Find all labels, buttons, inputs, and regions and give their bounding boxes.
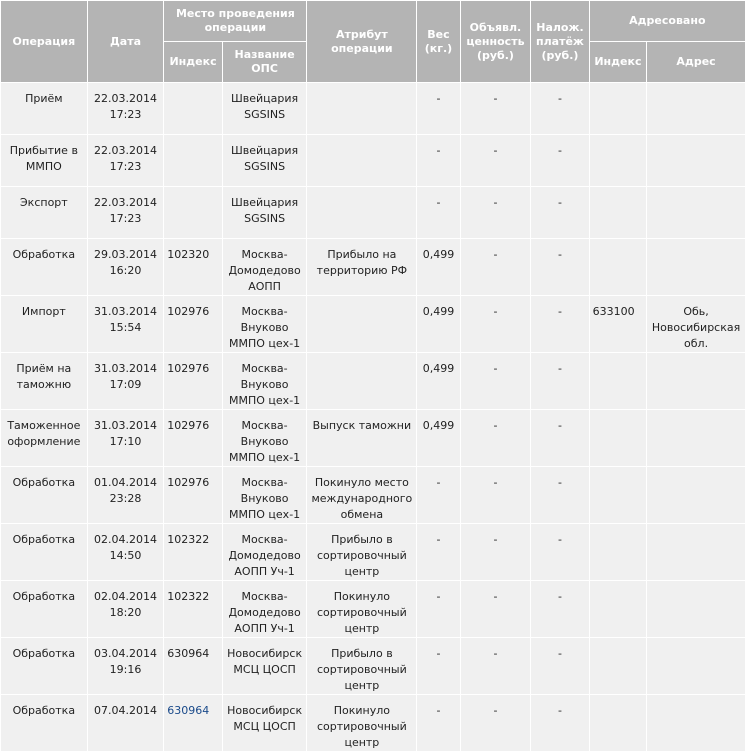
cell-place-index	[164, 83, 221, 134]
cell-addr-address	[647, 239, 745, 295]
cell-addr-address	[647, 524, 745, 580]
cell-place-name: Швейцария SGSINS	[223, 135, 307, 186]
header-addr-address: Адрес	[647, 42, 745, 82]
header-declared-value: Объявл. ценность (руб.)	[461, 1, 531, 82]
cell-addr-index	[590, 467, 646, 523]
cell-addr-address	[647, 638, 745, 694]
cell-cod: -	[531, 638, 588, 694]
cell-attribute	[307, 353, 416, 409]
header-place: Место проведения операции	[164, 1, 306, 41]
cell-date: 31.03.2014 15:54	[88, 296, 164, 352]
cell-cod: -	[531, 135, 588, 186]
cell-addr-address	[647, 353, 745, 409]
cell-attribute: Прибыло в сортировочный центр	[307, 638, 416, 694]
header-date: Дата	[88, 1, 164, 82]
cell-declared-value: -	[461, 187, 531, 238]
cell-date: 31.03.2014 17:09	[88, 353, 164, 409]
cell-operation: Обработка	[1, 467, 87, 523]
cell-place-index: 102976	[164, 353, 221, 409]
cell-weight: -	[417, 524, 459, 580]
cell-weight: -	[417, 467, 459, 523]
table-row	[1, 695, 745, 751]
cell-weight: -	[417, 187, 459, 238]
cell-attribute: Покинуло сортировочный центр	[307, 581, 416, 637]
cell-place-index: 102976	[164, 410, 221, 466]
cell-declared-value: -	[461, 581, 531, 637]
cell-addr-address	[647, 581, 745, 637]
cell-addr-index	[590, 135, 646, 186]
cell-declared-value: -	[461, 296, 531, 352]
cell-place-name: Новосибирск МСЦ ЦОСП	[223, 695, 307, 751]
cell-weight: 0,499	[417, 296, 459, 352]
cell-addr-address	[647, 695, 745, 751]
cell-operation: Обработка	[1, 581, 87, 637]
cell-addr-index	[590, 353, 646, 409]
cell-attribute: Прибыло на территорию РФ	[307, 239, 416, 295]
table-row	[1, 467, 745, 523]
header-place-index: Индекс	[164, 42, 221, 82]
table-row	[1, 581, 745, 637]
cell-place-name: Новосибирск МСЦ ЦОСП	[223, 638, 307, 694]
table-row	[1, 638, 745, 694]
cell-declared-value: -	[461, 695, 531, 751]
cell-addr-address: Обь, Новосибирская обл.	[647, 296, 745, 352]
header-addressed: Адресовано	[590, 1, 745, 41]
cell-weight: -	[417, 638, 459, 694]
cell-declared-value: -	[461, 410, 531, 466]
cell-operation: Обработка	[1, 638, 87, 694]
cell-weight: 0,499	[417, 239, 459, 295]
cell-attribute: Выпуск таможни	[307, 410, 416, 466]
cell-addr-address	[647, 83, 745, 134]
cell-weight: 0,499	[417, 353, 459, 409]
cell-attribute: Покинуло сортировочный центр	[307, 695, 416, 751]
tracking-rows	[1, 83, 745, 751]
cell-date: 22.03.2014 17:23	[88, 135, 164, 186]
cell-place-index: 102322	[164, 524, 221, 580]
cell-place-name: Швейцария SGSINS	[223, 187, 307, 238]
cell-declared-value: -	[461, 353, 531, 409]
cell-place-index: 102320	[164, 239, 221, 295]
cell-weight: -	[417, 581, 459, 637]
cell-declared-value: -	[461, 135, 531, 186]
cell-date: 31.03.2014 17:10	[88, 410, 164, 466]
table-row	[1, 239, 745, 295]
cell-addr-index	[590, 187, 646, 238]
cell-place-index	[164, 135, 221, 186]
cell-cod: -	[531, 581, 588, 637]
cell-place-index	[164, 187, 221, 238]
cell-addr-address	[647, 410, 745, 466]
cell-declared-value: -	[461, 239, 531, 295]
cell-addr-index	[590, 83, 646, 134]
cell-addr-address	[647, 187, 745, 238]
cell-cod: -	[531, 239, 588, 295]
table-row	[1, 83, 745, 134]
cell-operation: Экспорт	[1, 187, 87, 238]
cell-place-index	[164, 695, 221, 751]
cell-operation: Приём	[1, 83, 87, 134]
cell-operation: Импорт	[1, 296, 87, 352]
cell-date: 07.04.2014	[88, 695, 164, 751]
cell-addr-index	[590, 239, 646, 295]
header-operation: Операция	[1, 1, 87, 82]
cell-operation: Прибытие в ММПО	[1, 135, 87, 186]
header-place-name: Название ОПС	[223, 42, 307, 82]
cell-date: 22.03.2014 17:23	[88, 187, 164, 238]
header-cod: Налож. платёж (руб.)	[531, 1, 588, 82]
cell-operation: Обработка	[1, 239, 87, 295]
cell-attribute	[307, 135, 416, 186]
table-row	[1, 353, 745, 409]
cell-cod: -	[531, 187, 588, 238]
cell-declared-value: -	[461, 638, 531, 694]
cell-date: 03.04.2014 19:16	[88, 638, 164, 694]
header-attribute: Атрибут операции	[307, 1, 416, 82]
cell-operation: Обработка	[1, 695, 87, 751]
cell-addr-index	[590, 410, 646, 466]
cell-cod: -	[531, 353, 588, 409]
cell-place-name: Москва-Внуково ММПО цех-1	[223, 296, 307, 352]
cell-place-index: 102976	[164, 296, 221, 352]
table-row	[1, 187, 745, 238]
cell-declared-value: -	[461, 467, 531, 523]
cell-attribute	[307, 83, 416, 134]
index-link[interactable]: 630964	[167, 704, 210, 717]
cell-date: 22.03.2014 17:23	[88, 83, 164, 134]
cell-place-index: 102322	[164, 581, 221, 637]
cell-date: 29.03.2014 16:20	[88, 239, 164, 295]
cell-weight: 0,499	[417, 410, 459, 466]
cell-place-index: 630964	[164, 638, 221, 694]
cell-weight: -	[417, 83, 459, 134]
cell-addr-index: 633100	[590, 296, 646, 352]
cell-attribute: Покинуло место международного обмена	[307, 467, 416, 523]
table-row	[1, 296, 745, 352]
cell-declared-value: -	[461, 524, 531, 580]
cell-place-name: Швейцария SGSINS	[223, 83, 307, 134]
cell-cod: -	[531, 524, 588, 580]
cell-attribute	[307, 296, 416, 352]
cell-place-name: Москва-Домодедово АОПП Уч-1	[223, 524, 307, 580]
cell-weight: -	[417, 695, 459, 751]
cell-place-name: Москва-Внуково ММПО цех-1	[223, 410, 307, 466]
cell-addr-index	[590, 638, 646, 694]
header-addr-index: Индекс	[590, 42, 646, 82]
cell-declared-value: -	[461, 83, 531, 134]
table-row	[1, 524, 745, 580]
cell-operation: Обработка	[1, 524, 87, 580]
cell-cod: -	[531, 410, 588, 466]
cell-place-name: Москва-Домодедово АОПП	[223, 239, 307, 295]
table-row	[1, 135, 745, 186]
cell-place-name: Москва-Домодедово АОПП Уч-1	[223, 581, 307, 637]
cell-attribute: Прибыло в сортировочный центр	[307, 524, 416, 580]
cell-place-name: Москва-Внуково ММПО цех-1	[223, 467, 307, 523]
cell-weight: -	[417, 135, 459, 186]
cell-attribute	[307, 187, 416, 238]
cell-operation: Таможенное оформление	[1, 410, 87, 466]
cell-date: 02.04.2014 18:20	[88, 581, 164, 637]
header-weight: Вес (кг.)	[417, 1, 459, 82]
cell-cod: -	[531, 83, 588, 134]
cell-addr-index	[590, 524, 646, 580]
cell-place-index: 102976	[164, 467, 221, 523]
cell-date: 01.04.2014 23:28	[88, 467, 164, 523]
cell-operation: Приём на таможню	[1, 353, 87, 409]
cell-place-name: Москва-Внуково ММПО цех-1	[223, 353, 307, 409]
cell-date: 02.04.2014 14:50	[88, 524, 164, 580]
cell-cod: -	[531, 695, 588, 751]
cell-cod: -	[531, 467, 588, 523]
cell-addr-index	[590, 695, 646, 751]
cell-addr-index	[590, 581, 646, 637]
table-row	[1, 410, 745, 466]
cell-addr-address	[647, 135, 745, 186]
cell-addr-address	[647, 467, 745, 523]
cell-cod: -	[531, 296, 588, 352]
